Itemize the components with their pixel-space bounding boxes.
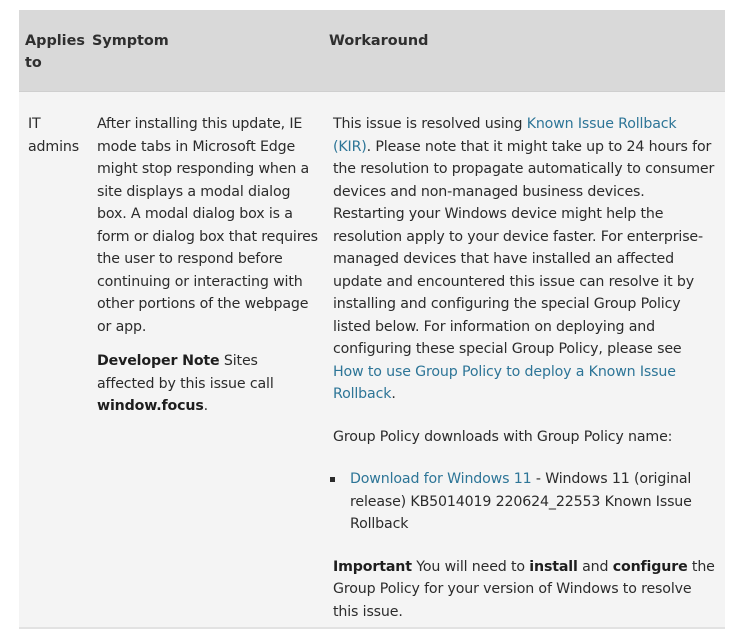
bullet-square-icon [330,477,335,482]
workaround-prefix: This issue is resolved using [333,116,527,132]
symptom-description: After installing this update, IE mode tabs in Microsoft Edge might stop responding when a site displays a modal dialog box. A modal dialog box is a form or dialog box that requires the user to respond before continuing or interacting with other portions of the webpage or app. [97,116,318,335]
table-row [19,92,725,629]
known-issue-table [19,10,725,629]
header-applies-to: Applies to [25,33,85,71]
important-text-1: You will need to [411,558,530,575]
developer-note [97,350,319,418]
download-windows11-link[interactable]: Download for Windows 11 [350,471,532,487]
header-workaround: Workaround [329,33,429,49]
important-configure: configure [612,558,688,575]
developer-note-end: . [203,398,209,414]
list-item [333,468,715,536]
cell-symptom [97,113,319,418]
workaround-end: . [391,386,396,402]
downloads-list [333,468,715,536]
developer-note-text: Sites affected by this issue call [97,353,274,392]
cell-workaround [333,113,715,623]
important-label: Important [333,558,412,575]
header-symptom: Symptom [92,33,169,49]
group-policy-kir-link[interactable]: How to use Group Policy to deploy a Known Issue Rollback [333,363,676,402]
table-header [19,10,725,92]
important-text-3: the Group Policy for your version of Windows to resolve this issue. [333,558,715,620]
important-note [333,556,715,624]
cell-applies-to: IT admins [28,116,79,155]
developer-note-code: window.focus [97,398,204,414]
downloads-intro: Group Policy downloads with Group Policy name: [333,428,673,445]
important-install: install [529,558,578,575]
download-description: - Windows 11 (original release) KB5014019 220624_22553 Known Issue Rollback [350,471,692,532]
workaround-text: . Please note that it might take up to 24 hours for the resolution to propagate automatically to consumer devices and non-managed business devices. Restarting your Windows device might help the resolution apply to your device faster. For enterprise-managed devices that have installed an affected update and encountered this issue can resolve it by installing and configuring the special Group Policy listed below. For information on deploying and configuring these special Group Policy, please see [333,138,715,357]
developer-note-label: Developer Note [97,353,220,369]
kir-link[interactable]: Known Issue Rollback (KIR) [333,116,677,155]
important-text-2: and [577,558,613,575]
workaround-description [333,113,715,406]
